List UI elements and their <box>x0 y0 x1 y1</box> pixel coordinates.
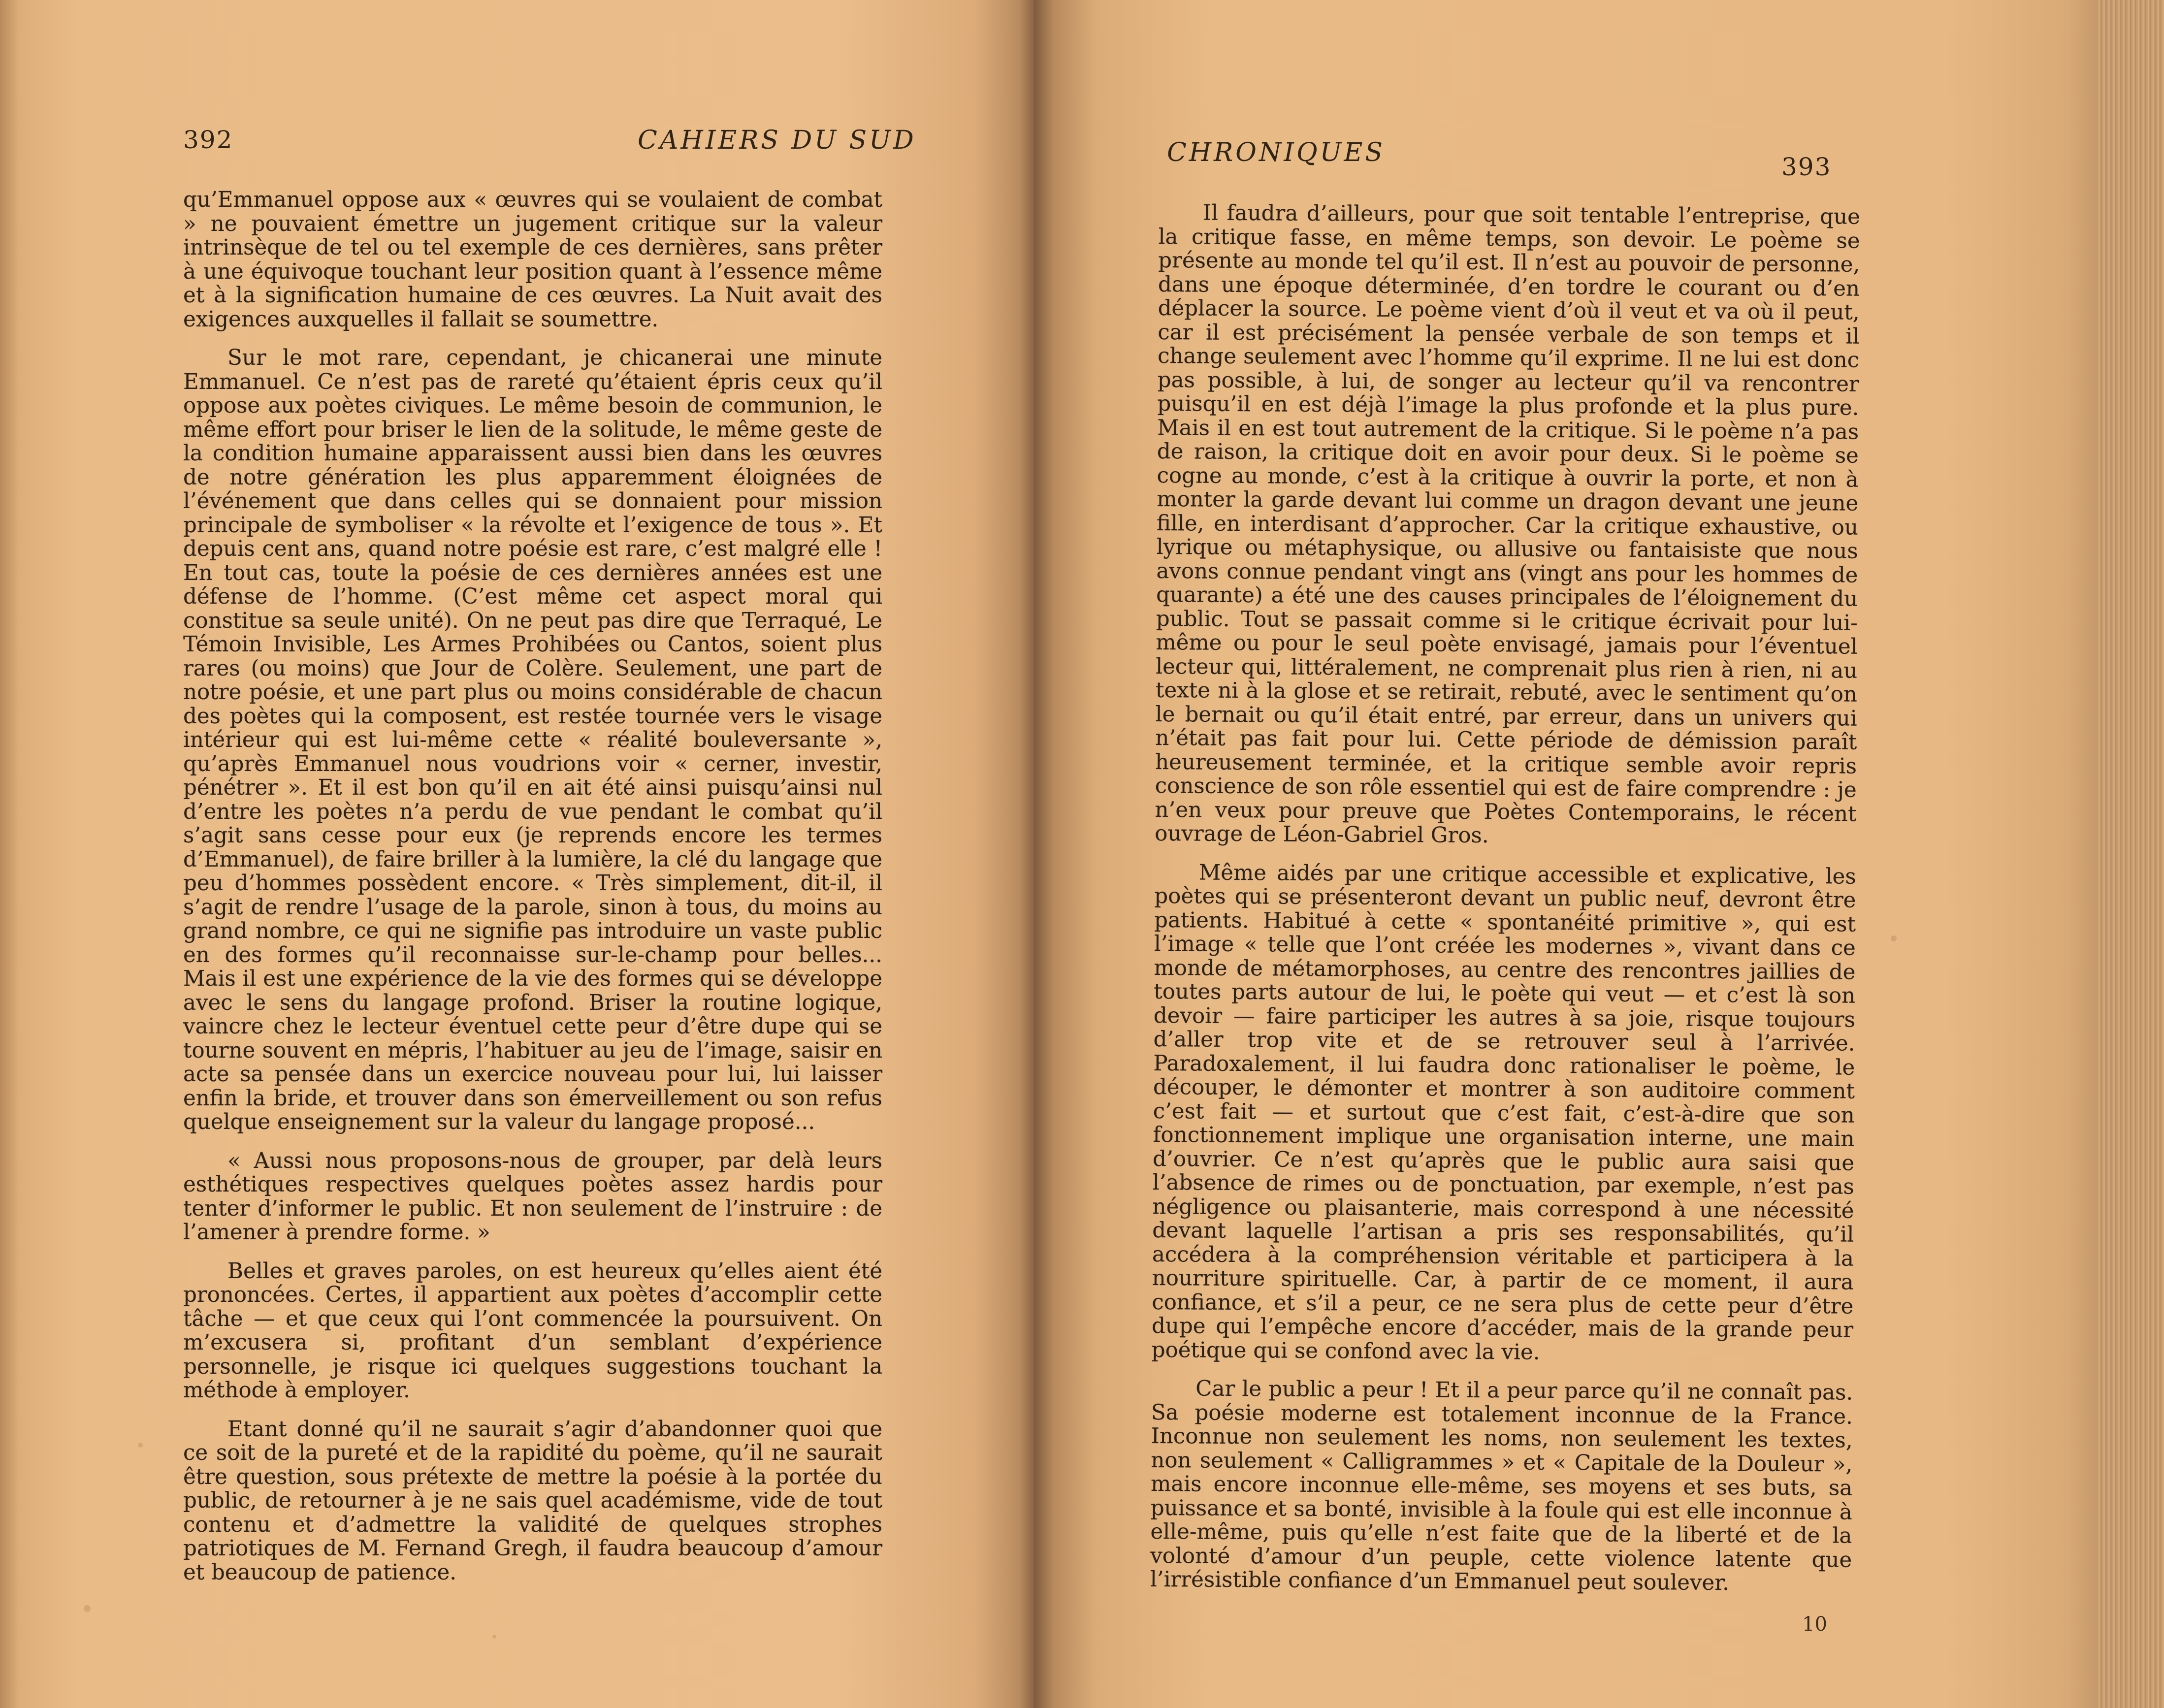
foxing-spot <box>138 1443 143 1448</box>
paragraph: Etant donné qu’il ne saurait s’agir d’abandonner quoi que ce soit de la pureté et de la rapidité du poème, qu’il ne saurait être question, sous prétexte de mettre la poésie à la portée du public, de retourner à je ne sais quel académisme, vide de tout contenu et d’admettre la validité de quelques strophes patriotiques de M. Fernand Gregh, il faudra beaucoup d’amour et beaucoup de patience. <box>183 1417 882 1585</box>
paragraph: Car le public a peur ! Et il a peur parce qu’il ne connaît pas. Sa poésie moderne est totalement inconnue de la France. Inconnue non seulement les noms, non seulement les textes, non seulement « Calligrammes » et « Capitale de la Douleur », mais encore inconnue elle-même, ses moyens et ses buts, sa puissance et sa bonté, invisible à la foule qui est elle inconnue à elle-même, puis qu’elle n’est faite que de la liberté et de la volonté d’amour d’un peuple, cette violence latente que l’irrésistible confiance d’un Emmanuel peut soulever. <box>1150 1376 1853 1596</box>
left-text-column <box>183 188 882 1599</box>
paragraph: « Aussi nous proposons-nous de grouper, par delà leurs esthétiques respectives quelques poètes assez hardis pour tenter d’informer le public. Et non seulement de l’instruire : de l’amener à prendre forme. » <box>183 1148 882 1245</box>
foxing-spot <box>1585 1211 1590 1216</box>
foxing-spot <box>84 1605 91 1612</box>
signature-mark: 10 <box>1802 1613 1827 1636</box>
right-running-head: CHRONIQUES <box>1167 138 1385 167</box>
paragraph: qu’Emmanuel oppose aux « œuvres qui se voulaient de combat » ne pouvaient émettre un jugement critique sur la valeur intrinsèque de tel ou tel exemple de ces dernières, sans prêter à une équivoque touchant leur position quant à l’essence même et à la signification humaine de ces œuvres. La Nuit avait des exigences auxquelles il fallait se soumettre. <box>183 188 882 332</box>
foxing-spot <box>492 1635 496 1639</box>
left-folio: 392 <box>183 126 233 154</box>
right-folio: 393 <box>1781 153 1832 181</box>
right-page <box>1034 0 2117 1708</box>
left-running-head: CAHIERS DU SUD <box>638 126 916 155</box>
paragraph: Belles et graves paroles, on est heureux qu’elles aient été prononcées. Certes, il appartient aux poètes d’accomplir cette tâche — et que ceux qui l’ont commencée la poursuivent. On m’excusera si, profitant d’un semblant d’expérience personnelle, je risque ici quelques suggestions touchant la méthode à employer. <box>183 1258 882 1403</box>
foxing-spot <box>1891 935 1897 941</box>
paragraph: Il faudra d’ailleurs, pour que soit tentable l’entreprise, que la critique fasse, en même temps, son devoir. Le poème se présente au monde tel qu’il est. Il n’est au pouvoir de personne, dans une époque déterminée, d’en tordre le courant ou d’en déplacer la source. Le poème vient d’où il veut et va où il peut, car il est précisément la pensée verbale de son temps et il change seulement avec l’homme qu’il exprime. Il ne lui est donc pas possible, à lui, de songer au lecteur qu’il va rencontrer puisqu’il en est déjà l’image la plus profonde et la plus pure. Mais il en est tout autrement de la critique. Si le poème n’a pas de raison, la critique doit en avoir pour deux. Si le poème se cogne au monde, c’est à la critique à ouvrir la porte, et non à monter la garde devant lui comme un dragon devant une jeune fille, en interdisant d’approcher. Car la critique exhaustive, ou lyrique ou métaphysique, ou allusive ou fantaisiste que nous avons connue pendant vingt ans (vingt ans pour les hommes de quarante) a été une des causes principales de l’éloignement du public. Tout se passait comme si le critique écrivait pour lui-même ou pour le seul poète envisagé, jamais pour l’éventuel lecteur qui, littéralement, ne comprenait plus rien à rien, ni au texte ni à la glose et se retirait, rebuté, avec le sentiment qu’on le bernait ou qu’il était entré, par erreur, dans un univers qui n’était pas fait pour lui. Cette période de démission paraît heureusement terminée, et la critique semble avoir repris conscience de son rôle essentiel qui est de faire comprendre : je n’en veux pour preuve que Poètes Contemporains, le récent ouvrage de Léon-Gabriel Gros. <box>1154 200 1860 848</box>
paragraph: Sur le mot rare, cependant, je chicanerai une minute Emmanuel. Ce n’est pas de rareté qu’étaient épris ceux qu’il oppose aux poètes civiques. Le même besoin de communion, le même effort pour briser le lien de la solitude, le même geste de la condition humaine apparaissent aussi bien dans les œuvres de notre génération les plus apparemment éloignées de l’événement que dans celles qui se donnaient pour mission principale de symboliser « la révolte et l’exigence de tous ». Et depuis cent ans, quand notre poésie est rare, c’est malgré elle ! En tout cas, toute la poésie de ces dernières années est une défense de l’homme. (C’est même cet aspect moral qui constitue sa seule unité). On ne peut pas dire que Terraqué, Le Témoin Invisible, Les Armes Prohibées ou Cantos, soient plus rares (ou moins) que Jour de Colère. Seulement, une part de notre poésie, et une part plus ou moins considérable de chacun des poètes qui la composent, est restée tournée vers le visage intérieur qui est lui-même cette « réalité bouleversante », qu’après Emmanuel nous voudrions voir « cerner, investir, pénétrer ». Et il est bon qu’il en ait été ainsi puisqu’ainsi nul d’entre les poètes n’a perdu de vue pendant le combat qu’il s’agit sans cesse pour eux (je reprends encore les termes d’Emmanuel), de faire briller à la lumière, la clé du langage que peu d’hommes possèdent encore. « Très simplement, dit-il, il s’agit de rendre l’usage de la parole, sinon à tous, du moins au grand nombre, ce qui ne signifie pas introduire un vaste public en des formes qu’il reconnaisse sur-le-champ pour belles... Mais il est une expérience de la vie des formes qui se développe avec le sens du langage profond. Briser la routine logique, vaincre chez le lecteur éventuel cette peur d’être dupe qui se tourne souvent en mépris, l’habituer au jeu de l’image, saisir en acte sa pensée dans un exercice nouveau pour lui, lui laisser enfin la bride, et trouver dans son émerveillement ou son refus quelque enseignement sur la valeur du langage proposé... <box>183 346 882 1134</box>
page-edges <box>2098 0 2164 1708</box>
paragraph: Même aidés par une critique accessible et explicative, les poètes qui se présenteront devant un public neuf, devront être patients. Habitué à cette « spontanéité primitive », qui est l’image « telle que l’ont créée les modernes », vivant dans ce monde de métamorphoses, au centre des rencontres jaillies de toutes parts autour de lui, le poète qui veut — et c’est là son devoir — faire participer les autres à sa joie, risque toujours d’aller trop vite et de se retrouver seul à l’arrivée. Paradoxalement, il lui faudra donc rationaliser le poème, le découper, le démonter et montrer à son auditoire comment c’est fait — et surtout que c’est fait, c’est-à-dire que son fonctionnement implique une organisation interne, une main d’ouvrier. Ce n’est qu’après que le public aura saisi que l’absence de rimes ou de ponctuation, par exemple, n’est pas négligence ou plaisanterie, mais correspond à une nécessité devant laquelle l’artisan a pris ses responsabilités, qu’il accédera à la compréhension véritable et participera à la nourriture spirituelle. Car, à partir de ce moment, il aura confiance, et s’il a peur, ce ne sera plus de cette peur d’être dupe qui l’empêche encore d’accéder, mais de la grande peur poétique qui se confond avec la vie. <box>1151 860 1856 1365</box>
right-text-column <box>1150 201 1860 1611</box>
left-page <box>0 0 1034 1708</box>
